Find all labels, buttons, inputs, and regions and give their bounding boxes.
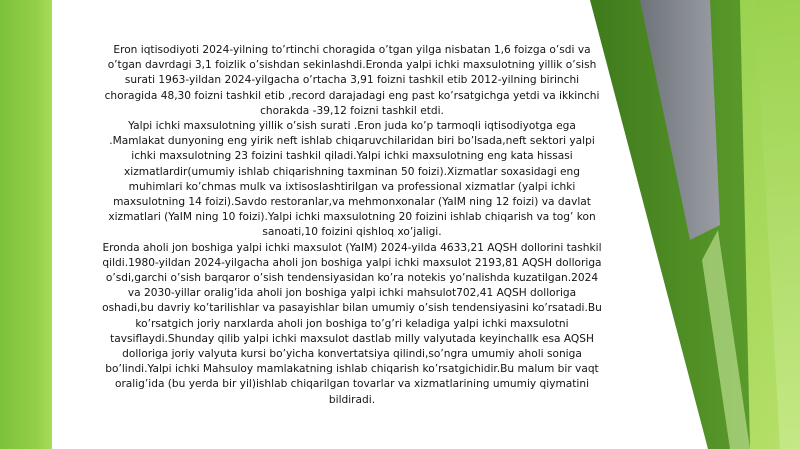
paragraph-gdp-structure: Yalpi ichki maxsulotning yillik o’sish surati .Eron juda ko’p tarmoqli iqtisodiyotga ega .Mamlakat dunyoning eng yirik neft ishlab chiqaruvchilaridan biri bo’lsada,neft sektori yalpi ichki maxsulotning 23 foizini tashkil qiladi.Yalpi ichki maxsulotning eng kata hissasi xizmatlardir(umumiy ishlab chiqarishning taxminan 50 foizi).Xizmatlar soxasidagi eng muhimlari ko’chmas mulk va ixtisoslashtirilgan va professional xizmatlar (yalpi ichki maxsulotning 14 foizi).Savdo restoranlar,va mehmonxonalar (YaIM ning 12 foizi) va davlat xizmatlari (YaIM ning 10 foizi).Yalpi ichki maxsulotning 20 foizini ishlab chiqarish va tog’ kon sanoati,10 foizini qishloq xo’jaligi. [108, 120, 596, 239]
paragraph-gdp-per-capita: Eronda aholi jon boshiga yalpi ichki maxsulot (YaIM) 2024-yilda 4633,21 AQSH dollorini tashkil qildi.1980-yildan 2024-yilgacha aholi jon boshiga yalpi ichki maxsulot 2193,81 AQSH dolloriga o’sdi,garchi o’sish barqaror o’sish tendensiyasidan ko’ra notekis yo’nalishda kuzatilgan.2024 va 2030-yillar oralig’ida aholi jon boshiga yalpi ichki mahsulot702,41 AQSH dolloriga oshadi,bu davriy ko’tarilishlar va pasayishlar bilan umumiy o’sish tendensiyasini ko’rsatadi.Bu ko’rsatgich joriy narxlarda aholi jon boshiga to’g’ri keladiga yalpi ichki maxsulotni tavsiflaydi.Shunday qilib yalpi ichki maxsulot dastlab milly valyutada keyinchallk esa AQSH dolloriga joriy valyuta kursi bo’yicha konvertatsiya qilindi,so’ngra umumiy aholi soniga bo’lindi.Yalpi ichki Mahsuloy mamlakatning ishlab chiqarish ko’rsatgichidir.Bu malum bir vaqt oralig’ida (bu yerda bir yil)ishlab chiqarilgan tovarlar va xizmatlarining umumiy qiymatini bildiradi. [102, 241, 602, 406]
paragraph-economic-growth: Eron iqtisodiyoti 2024-yilning to’rtinchi choragida o’tgan yilga nisbatan 1,6 foizga o’sdi va o’tgan davrdagi 3,1 foizlik o’sishdan sekinlashdi.Eronda yalpi ichki maxsulotning yillik o’sish surati 1963-yildan 2024-yilgacha o’rtacha 3,91 foizni tashkil etib 2012-yilning birinchi choragida 48,30 foizni tashkil etib ,record darajadagi eng past ko’rsatgichga yetdi va ikkinchi chorakda -39,12 foizni tashkil etdi. [104, 44, 600, 117]
left-green-band [0, 0, 52, 449]
right-decor-shapes [590, 0, 800, 449]
slide-body-text [102, 43, 602, 408]
